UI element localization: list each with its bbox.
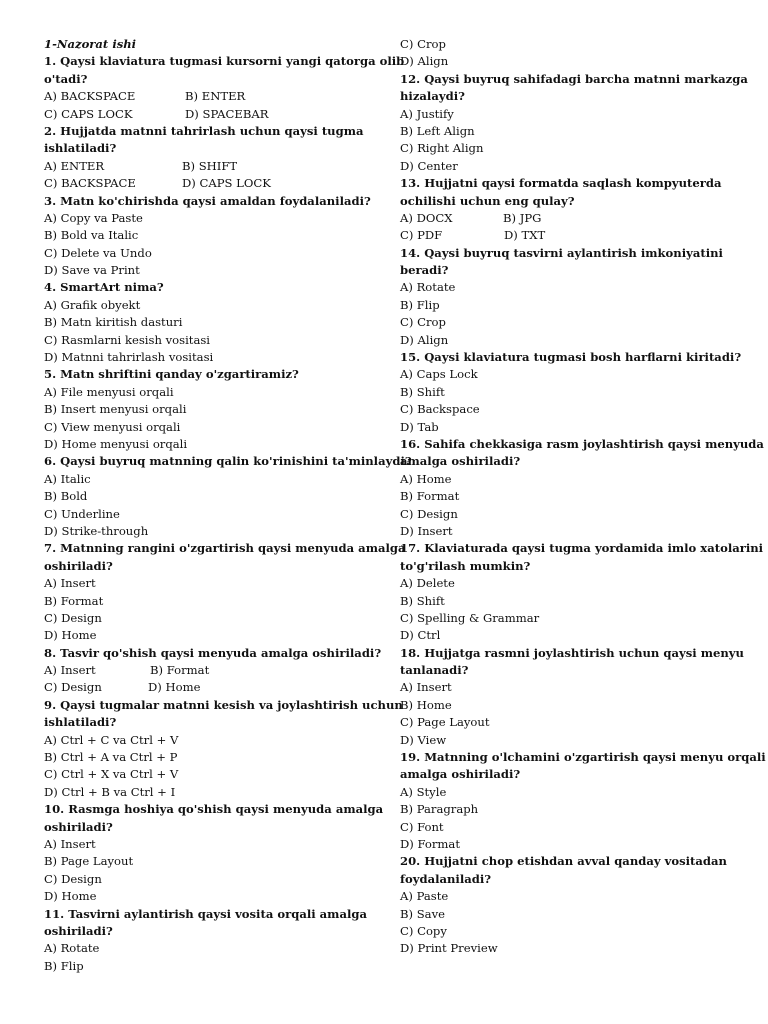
answer-options-row: [44, 175, 380, 192]
answer-option: C) Underline: [44, 506, 120, 521]
answer-option: A) DOCX: [400, 210, 453, 225]
answer-option: C) Design: [44, 871, 102, 886]
answer-option: D) Strike-through: [44, 523, 149, 538]
question-text: oshiriladi?: [44, 923, 113, 938]
answer-option: D) Format: [400, 836, 461, 851]
answer-option: B) Page Layout: [44, 854, 134, 869]
answer-options-row: [44, 662, 380, 679]
right-column: [400, 36, 766, 958]
question-text: 2. Hujjatda matnni tahrirlash uchun qaysi tugma: [44, 123, 364, 138]
answer-option: A) Copy va Paste: [44, 210, 143, 225]
answer-option: B) Bold: [44, 489, 88, 504]
question-text: 13. Hujjatni qaysi formatda saqlash kompyuterda: [400, 176, 722, 191]
answer-option: D) View: [400, 732, 447, 747]
question-text: 16. Sahifa chekkasiga rasm joylashtirish qaysi menyuda: [400, 436, 764, 451]
answer-options-row: [44, 679, 380, 696]
answer-option: A) BACKSPACE: [44, 89, 136, 104]
answer-option: A) Rotate: [44, 941, 100, 956]
answer-option: A) Delete: [400, 576, 455, 591]
answer-option: B) Shift: [400, 384, 445, 399]
answer-option: C) Backspace: [400, 402, 480, 417]
answer-option: D) Home menyusi orqali: [44, 436, 188, 451]
answer-option: A) Caps Lock: [400, 367, 478, 382]
answer-option: C) View menyusi orqali: [44, 419, 181, 434]
answer-option: C) Rasmlarni kesish vositasi: [44, 332, 211, 347]
answer-option: A) Insert: [44, 663, 96, 678]
answer-option: C) Right Align: [400, 141, 484, 156]
question-text: 14. Qaysi buyruq tasvirni aylantirish imkoniyatini: [400, 245, 723, 260]
answer-option: B) Flip: [44, 958, 84, 973]
answer-option: A) Ctrl + C va Ctrl + V: [44, 732, 179, 747]
answer-option: C) Crop: [400, 37, 446, 51]
answer-option: A) Justify: [400, 106, 454, 121]
question-text: amalga oshiriladi?: [400, 454, 521, 469]
question-text: o'tadi?: [44, 71, 88, 86]
answer-option: B) Insert menyusi orqali: [44, 402, 187, 417]
answer-option: D) Home: [148, 680, 201, 695]
answer-option: D) Save va Print: [44, 263, 140, 278]
question-text: amalga oshiriladi?: [400, 767, 521, 782]
answer-option: B) Left Align: [400, 123, 475, 138]
answer-option: A) Grafik obyekt: [44, 297, 141, 312]
answer-option: C) CAPS LOCK: [44, 106, 133, 121]
answer-option: D) Ctrl: [400, 628, 441, 643]
question-text: 9. Qaysi tugmalar matnni kesish va joylashtirish uchun: [44, 697, 403, 712]
answer-option: C) Spelling & Grammar: [400, 610, 540, 625]
answer-option: D) Align: [400, 54, 449, 69]
question-text: 5. Matn shriftini qanday o'zgartiramiz?: [44, 367, 299, 382]
answer-option: D) Align: [400, 332, 449, 347]
answer-option: C) Page Layout: [400, 715, 490, 730]
answer-option: C) Copy: [400, 923, 447, 938]
question-text: 12. Qaysi buyruq sahifadagi barcha matnni markazga: [400, 71, 748, 86]
answer-option: A) Insert: [44, 576, 96, 591]
answer-option: A) File menyusi orqali: [44, 384, 174, 399]
answer-option: D) Home: [44, 889, 97, 904]
answer-option: B) ENTER: [185, 89, 246, 104]
answer-option: D) SPACEBAR: [185, 106, 269, 121]
answer-option: A) Rotate: [400, 280, 456, 295]
question-text: 4. SmartArt nima?: [44, 280, 164, 295]
question-text: beradi?: [400, 263, 449, 278]
answer-options-row: [44, 88, 380, 105]
answer-option: B) Format: [44, 593, 104, 608]
answer-option: C) Design: [400, 506, 458, 521]
answer-option: B) Format: [400, 489, 460, 504]
question-text: ochilishi uchun eng qulay?: [400, 193, 575, 208]
answer-option: D) CAPS LOCK: [182, 176, 271, 191]
answer-option: B) JPG: [503, 210, 542, 225]
answer-option: D) Print Preview: [400, 941, 498, 956]
answer-option: C) Delete va Undo: [44, 245, 152, 260]
question-text: 11. Tasvirni aylantirish qaysi vosita orqali amalga: [44, 906, 367, 921]
question-text: ishlatiladi?: [44, 715, 117, 730]
answer-options-row: [44, 106, 380, 123]
question-text: 10. Rasmga hoshiya qo'shish qaysi menyuda amalga: [44, 802, 384, 817]
answer-option: C) Font: [400, 819, 444, 834]
answer-option: B) Flip: [400, 297, 440, 312]
answer-option: D) Insert: [400, 523, 453, 538]
answer-option: D) Center: [400, 158, 458, 173]
question-text: 8. Tasvir qo'shish qaysi menyuda amalga oshiriladi?: [44, 645, 382, 660]
question-text: tanlanadi?: [400, 663, 469, 678]
answer-option: C) PDF: [400, 228, 443, 243]
question-text: oshiriladi?: [44, 558, 113, 573]
answer-option: C) Design: [44, 610, 102, 625]
question-text: 7. Matnning rangini o'zgartirish qaysi menyuda amalga: [44, 541, 406, 556]
answer-option: B) Shift: [400, 593, 445, 608]
question-text: hizalaydi?: [400, 89, 465, 104]
answer-option: A) Style: [400, 784, 447, 799]
left-column: [44, 36, 412, 975]
question-text: 15. Qaysi klaviatura tugmasi bosh harflarni kiritadi?: [400, 350, 742, 365]
answer-option: B) Format: [150, 663, 210, 678]
answer-option: B) Ctrl + A va Ctrl + P: [44, 750, 178, 765]
answer-option: C) BACKSPACE: [44, 176, 136, 191]
document-title: 1-Nazorat ishi: [44, 37, 137, 51]
answer-option: D) Matnni tahrirlash vositasi: [44, 350, 214, 365]
answer-option: D) Home: [44, 628, 97, 643]
answer-option: A) Italic: [44, 471, 91, 486]
answer-option: B) Bold va Italic: [44, 228, 139, 243]
answer-option: A) Insert: [44, 836, 96, 851]
answer-option: A) ENTER: [44, 158, 105, 173]
question-text: 19. Matnning o'lchamini o'zgartirish qaysi menyu orqali: [400, 750, 766, 765]
question-text: 6. Qaysi buyruq matnning qalin ko'rinishini ta'minlaydi?: [44, 454, 412, 469]
question-text: foydalaniladi?: [400, 871, 492, 886]
answer-option: D) TXT: [504, 228, 546, 243]
answer-option: B) Save: [400, 906, 445, 921]
answer-options-row: [44, 158, 380, 175]
answer-option: D) Ctrl + B va Ctrl + I: [44, 784, 176, 799]
question-text: 17. Klaviaturada qaysi tugma yordamida imlo xatolarini: [400, 541, 764, 556]
answer-option: D) Tab: [400, 419, 439, 434]
answer-options-row: [400, 210, 736, 227]
answer-option: A) Paste: [400, 889, 449, 904]
question-text: 18. Hujjatga rasmni joylashtirish uchun qaysi menyu: [400, 645, 744, 660]
question-text: 1. Qaysi klaviatura tugmasi kursorni yangi qatorga olib: [44, 54, 405, 69]
answer-option: A) Insert: [400, 680, 452, 695]
question-text: oshiriladi?: [44, 819, 113, 834]
answer-option: C) Ctrl + X va Ctrl + V: [44, 767, 179, 782]
question-text: ishlatiladi?: [44, 141, 117, 156]
answer-option: B) Matn kiritish dasturi: [44, 315, 183, 330]
answer-option: C) Crop: [400, 315, 446, 330]
answer-option: A) Home: [400, 471, 452, 486]
answer-option: B) Home: [400, 697, 452, 712]
question-text: to'g'rilash mumkin?: [400, 558, 531, 573]
answer-option: B) SHIFT: [182, 158, 238, 173]
answer-option: B) Paragraph: [400, 802, 479, 817]
question-text: 3. Matn ko'chirishda qaysi amaldan foydalaniladi?: [44, 193, 371, 208]
answer-option: C) Design: [44, 680, 102, 695]
answer-options-row: [400, 227, 736, 244]
question-text: 20. Hujjatni chop etishdan avval qanday vositadan: [400, 854, 727, 869]
